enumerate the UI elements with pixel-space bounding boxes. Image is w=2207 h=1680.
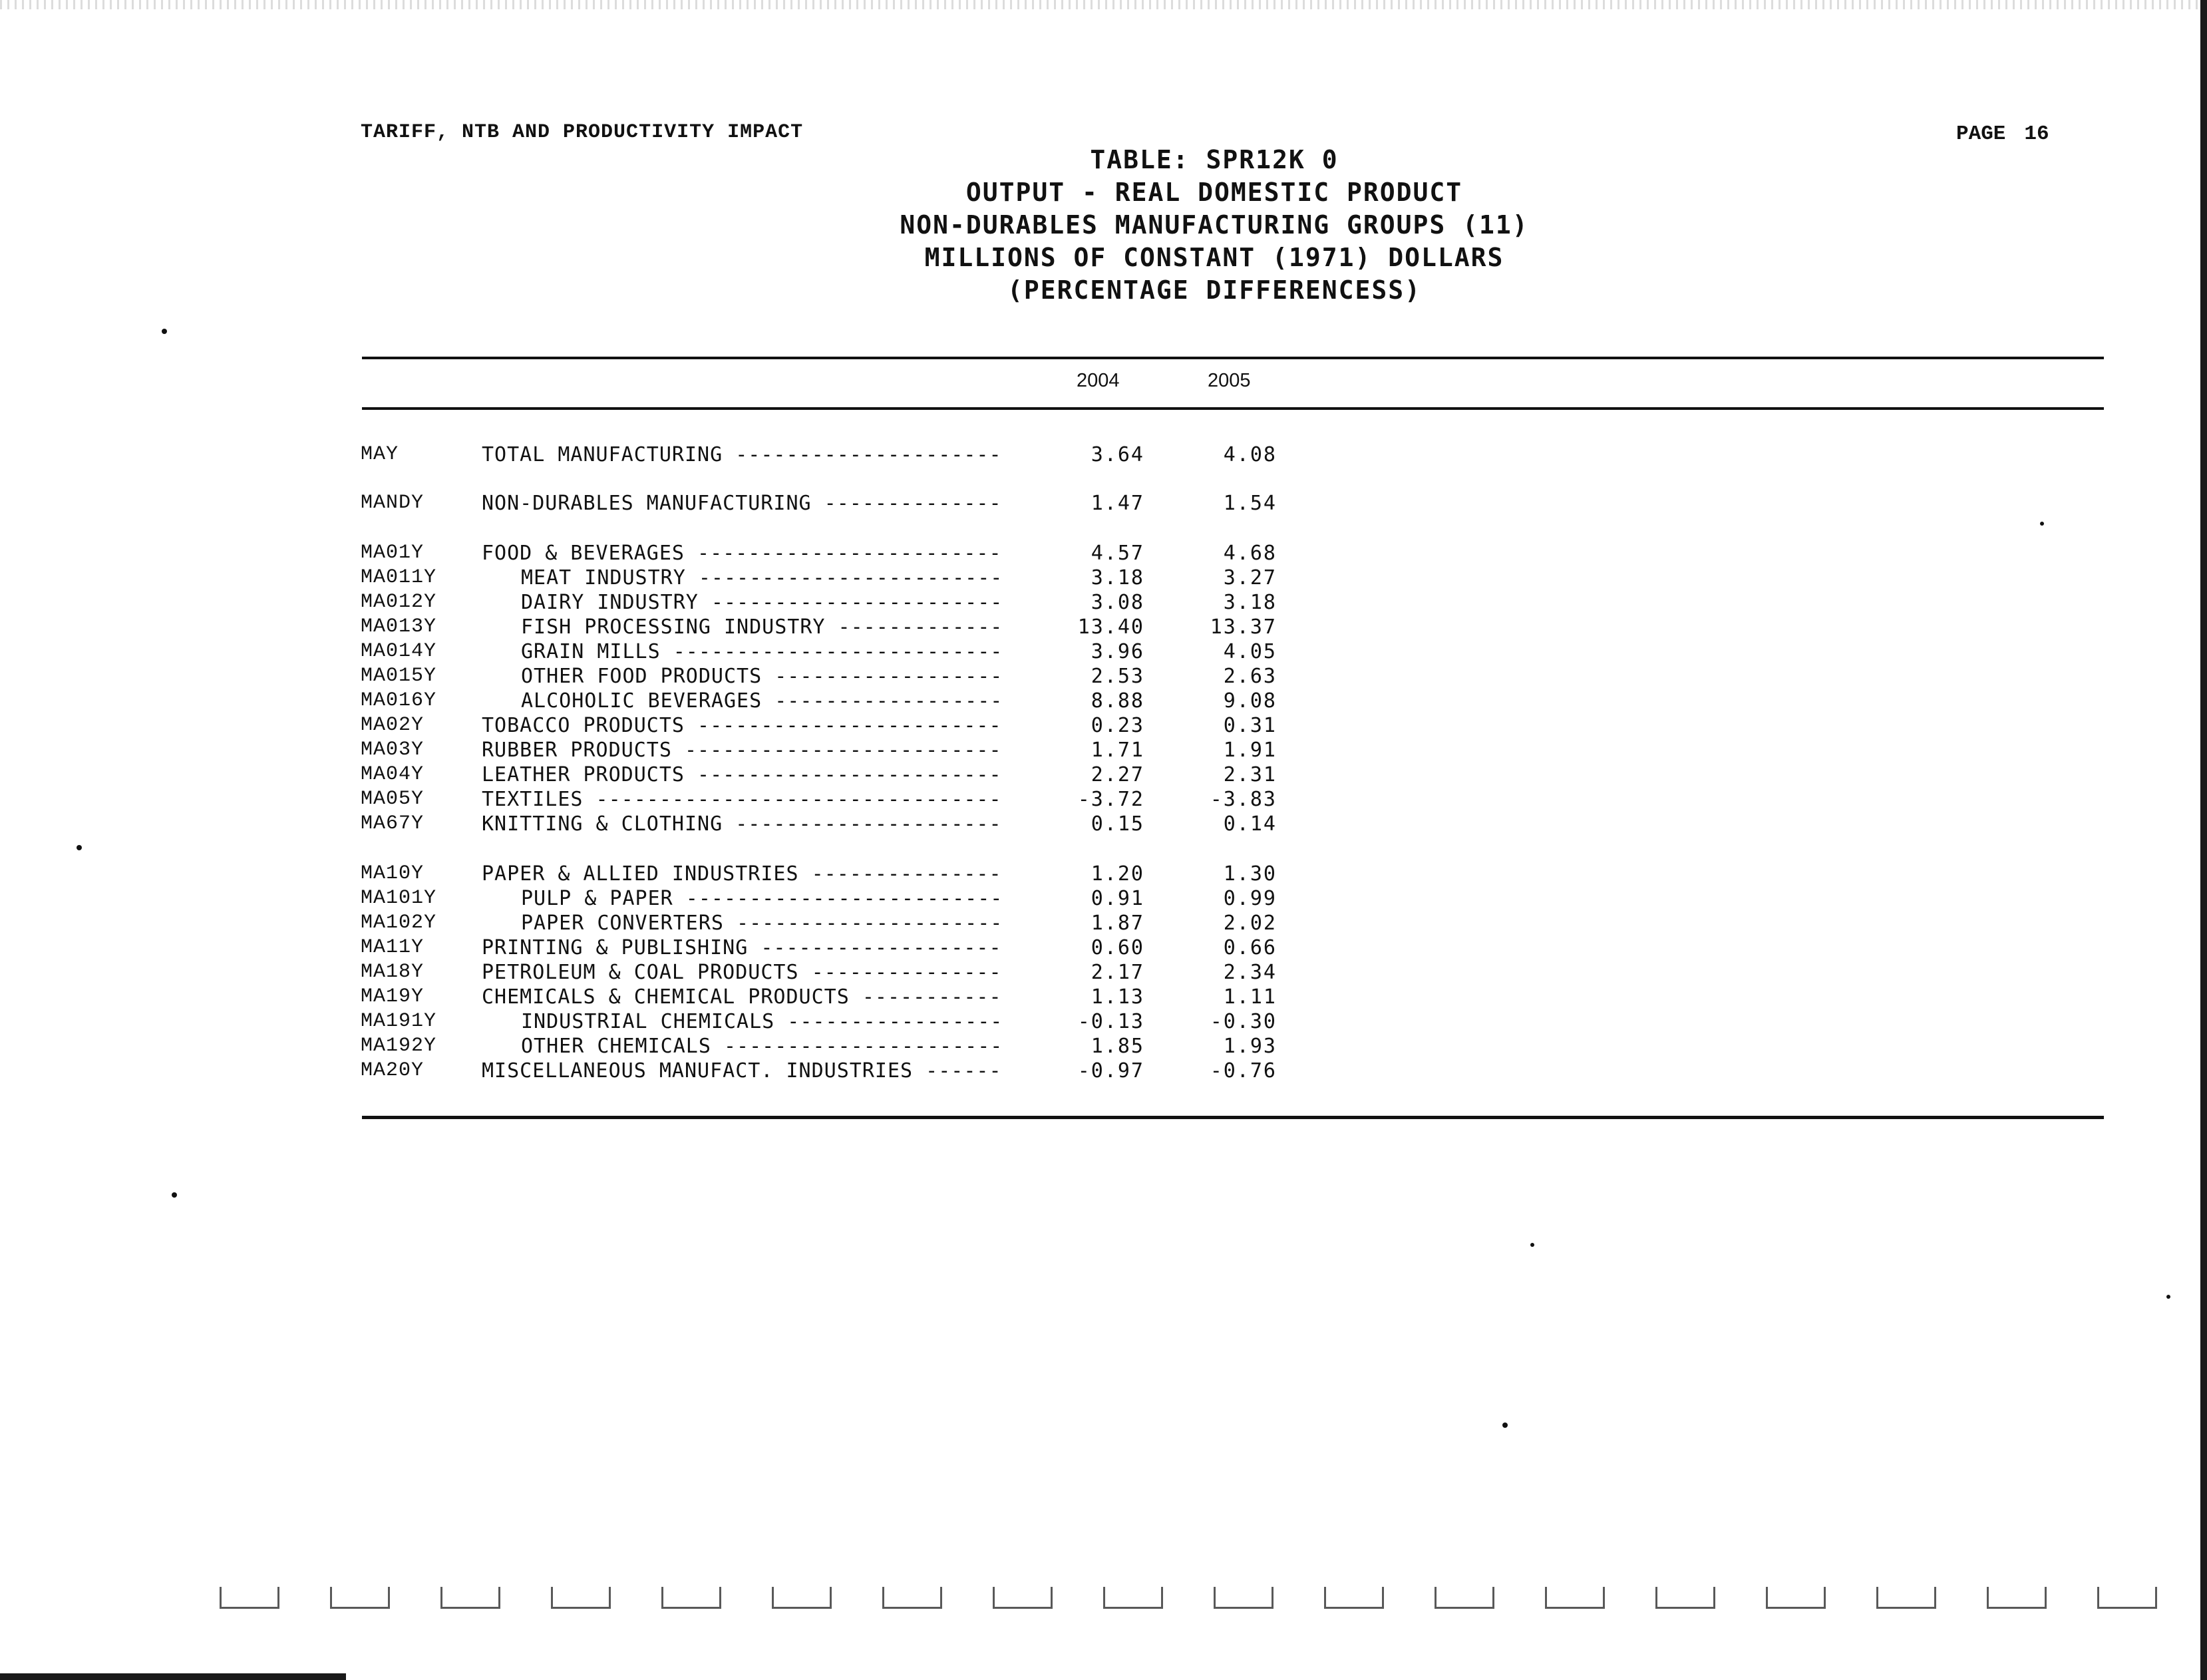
scan-speck	[2166, 1295, 2170, 1299]
value-2004: 1.71	[1091, 739, 1144, 762]
table-row	[0, 639, 2207, 664]
row-label: KNITTING & CLOTHING -----	[482, 812, 1001, 836]
value-2005: -3.83	[1210, 788, 1277, 811]
form-feed-mark	[440, 1587, 500, 1609]
value-2005: 0.66	[1223, 936, 1277, 959]
value-2005: 13.37	[1210, 615, 1277, 639]
value-2004: 13.40	[1077, 615, 1144, 639]
table-row	[0, 689, 2207, 713]
value-2004: 2.27	[1091, 763, 1144, 786]
value-2004: -3.72	[1077, 788, 1144, 811]
row-label: PETROLEUM & COAL PRODUCTS -----	[482, 960, 1001, 985]
row-code: MAY	[361, 443, 399, 466]
table-subtitle-output: OUTPUT - REAL DOMESTIC PRODUCT	[965, 178, 1463, 207]
row-label: TOTAL MANUFACTURING -----	[482, 442, 1001, 467]
value-2005: 2.63	[1223, 665, 1277, 688]
row-label: MISCELLANEOUS MANUFACT. INDUSTRIES -----	[482, 1059, 1001, 1083]
row-code: MA012Y	[361, 591, 437, 613]
form-feed-mark	[993, 1587, 1053, 1609]
row-code: MA05Y	[361, 788, 424, 810]
value-2005: 1.30	[1223, 862, 1277, 886]
form-feed-mark	[1655, 1587, 1715, 1609]
table-row	[0, 738, 2207, 762]
row-code: MA015Y	[361, 665, 437, 687]
value-2005: 4.08	[1223, 443, 1277, 466]
value-2005: 2.02	[1223, 912, 1277, 935]
table-row	[0, 566, 2207, 590]
form-feed-mark	[2097, 1587, 2157, 1609]
form-feed-mark	[1987, 1587, 2047, 1609]
value-2004: -0.97	[1077, 1059, 1144, 1083]
form-feed-mark	[1103, 1587, 1163, 1609]
form-feed-mark	[330, 1587, 390, 1609]
value-2004: 0.15	[1091, 812, 1144, 836]
row-code: MA011Y	[361, 566, 437, 589]
row-label: PRINTING & PUBLISHING -----	[482, 935, 1001, 960]
row-label: OTHER FOOD PRODUCTS -----	[521, 664, 1001, 689]
form-feed-mark	[1545, 1587, 1605, 1609]
page-number: 16	[2024, 122, 2049, 146]
row-code: MA01Y	[361, 542, 424, 564]
row-label: TOBACCO PRODUCTS -----	[482, 713, 1001, 738]
row-label: PAPER CONVERTERS -----	[521, 911, 1001, 935]
form-feed-mark	[882, 1587, 942, 1609]
table-row	[0, 442, 2207, 467]
table-row	[0, 960, 2207, 985]
value-2005: 0.31	[1223, 714, 1277, 737]
form-feed-mark	[551, 1587, 611, 1609]
form-feed-mark	[1435, 1587, 1494, 1609]
scan-speck	[1502, 1423, 1508, 1428]
table-subtitle-units: MILLIONS OF CONSTANT (1971) DOLLARS	[924, 243, 1504, 272]
table-row	[0, 615, 2207, 639]
row-label: TEXTILES -----	[482, 787, 1001, 812]
value-2005: 3.18	[1223, 591, 1277, 614]
value-2004: 1.87	[1091, 912, 1144, 935]
table-row	[0, 862, 2207, 886]
value-2004: 3.08	[1091, 591, 1144, 614]
table-bottom-rule	[362, 1116, 2104, 1119]
row-label: ALCOHOLIC BEVERAGES -----	[521, 689, 1001, 713]
table-row	[0, 762, 2207, 787]
value-2005: 3.27	[1223, 566, 1277, 589]
scan-speck	[162, 329, 167, 334]
value-2004: 1.20	[1091, 862, 1144, 886]
value-2005: 2.34	[1223, 961, 1277, 984]
row-code: MA013Y	[361, 615, 437, 638]
table-row	[0, 985, 2207, 1009]
row-label: CHEMICALS & CHEMICAL PRODUCTS -----	[482, 985, 1001, 1009]
table-subtitle-measure: (PERCENTAGE DIFFERENCESS)	[1007, 275, 1421, 305]
row-code: MA102Y	[361, 912, 437, 934]
row-code: MA20Y	[361, 1059, 424, 1082]
row-code: MA11Y	[361, 936, 424, 959]
table-row	[0, 1034, 2207, 1059]
scan-speck	[77, 845, 82, 850]
row-code: MA014Y	[361, 640, 437, 663]
row-label: PAPER & ALLIED INDUSTRIES -----	[482, 862, 1001, 886]
table-row	[0, 1009, 2207, 1034]
value-2005: -0.76	[1210, 1059, 1277, 1083]
column-header-2005: 2005	[1208, 370, 1251, 391]
table-row	[0, 491, 2207, 516]
value-2005: -0.30	[1210, 1010, 1277, 1033]
form-feed-mark	[1766, 1587, 1826, 1609]
row-label: FISH PROCESSING INDUSTRY -----	[521, 615, 1001, 639]
row-label: OTHER CHEMICALS -----	[521, 1034, 1001, 1059]
row-code: MA02Y	[361, 714, 424, 737]
row-label: NON-DURABLES MANUFACTURING -----	[482, 491, 1001, 516]
value-2005: 1.11	[1223, 985, 1277, 1009]
table-row	[0, 886, 2207, 911]
scan-speck	[2040, 522, 2044, 526]
table-id: TABLE: SPR12K 0	[1090, 145, 1339, 174]
value-2004: 0.91	[1091, 887, 1144, 910]
report-title: TARIFF, NTB AND PRODUCTIVITY IMPACT	[361, 121, 804, 144]
row-code: MA016Y	[361, 689, 437, 712]
scan-speck	[1530, 1243, 1534, 1247]
value-2004: 2.17	[1091, 961, 1144, 984]
row-label: PULP & PAPER -----	[521, 886, 1001, 911]
row-code: MA04Y	[361, 763, 424, 786]
row-code: MA67Y	[361, 812, 424, 835]
row-code: MA19Y	[361, 985, 424, 1008]
row-code: MANDY	[361, 492, 424, 514]
table-row	[0, 1059, 2207, 1083]
value-2004: 1.47	[1091, 492, 1144, 515]
value-2004: 3.18	[1091, 566, 1144, 589]
value-2005: 0.14	[1223, 812, 1277, 836]
row-code: MA101Y	[361, 887, 437, 910]
form-feed-mark	[1876, 1587, 1936, 1609]
row-label: GRAIN MILLS -----	[521, 639, 1001, 664]
table-row	[0, 590, 2207, 615]
row-label: INDUSTRIAL CHEMICALS -----	[521, 1009, 1001, 1034]
value-2004: 0.23	[1091, 714, 1144, 737]
row-label: FOOD & BEVERAGES -----	[482, 541, 1001, 566]
row-code: MA10Y	[361, 862, 424, 885]
value-2004: 1.85	[1091, 1035, 1144, 1058]
table-subtitle-groups: NON-DURABLES MANUFACTURING GROUPS (11)	[900, 210, 1529, 240]
row-label: DAIRY INDUSTRY -----	[521, 590, 1001, 615]
table-row	[0, 935, 2207, 960]
value-2004: -0.13	[1077, 1010, 1144, 1033]
row-label: MEAT INDUSTRY -----	[521, 566, 1001, 590]
value-2005: 9.08	[1223, 689, 1277, 713]
form-feed-mark	[1324, 1587, 1384, 1609]
row-label: RUBBER PRODUCTS -----	[482, 738, 1001, 762]
value-2004: 3.64	[1091, 443, 1144, 466]
form-feed-mark	[772, 1587, 832, 1609]
form-feed-mark	[1214, 1587, 1273, 1609]
row-code: MA03Y	[361, 739, 424, 761]
table-row	[0, 812, 2207, 836]
form-feed-mark	[220, 1587, 279, 1609]
table-row	[0, 541, 2207, 566]
row-code: MA191Y	[361, 1010, 437, 1033]
value-2005: 1.91	[1223, 739, 1277, 762]
row-code: MA18Y	[361, 961, 424, 983]
value-2004: 0.60	[1091, 936, 1144, 959]
value-2004: 2.53	[1091, 665, 1144, 688]
table-row	[0, 664, 2207, 689]
table-row	[0, 713, 2207, 738]
value-2005: 1.54	[1223, 492, 1277, 515]
table-row	[0, 787, 2207, 812]
value-2005: 0.99	[1223, 887, 1277, 910]
row-code: MA192Y	[361, 1035, 437, 1057]
value-2004: 1.13	[1091, 985, 1144, 1009]
row-label: LEATHER PRODUCTS -----	[482, 762, 1001, 787]
table-row	[0, 911, 2207, 935]
value-2004: 4.57	[1091, 542, 1144, 565]
value-2004: 8.88	[1091, 689, 1144, 713]
form-feed-mark	[661, 1587, 721, 1609]
value-2005: 4.68	[1223, 542, 1277, 565]
value-2004: 3.96	[1091, 640, 1144, 663]
value-2005: 2.31	[1223, 763, 1277, 786]
scan-speck	[172, 1192, 177, 1198]
value-2005: 1.93	[1223, 1035, 1277, 1058]
value-2005: 4.05	[1223, 640, 1277, 663]
column-header-2004: 2004	[1077, 370, 1120, 391]
page-label: PAGE	[1956, 122, 2006, 146]
